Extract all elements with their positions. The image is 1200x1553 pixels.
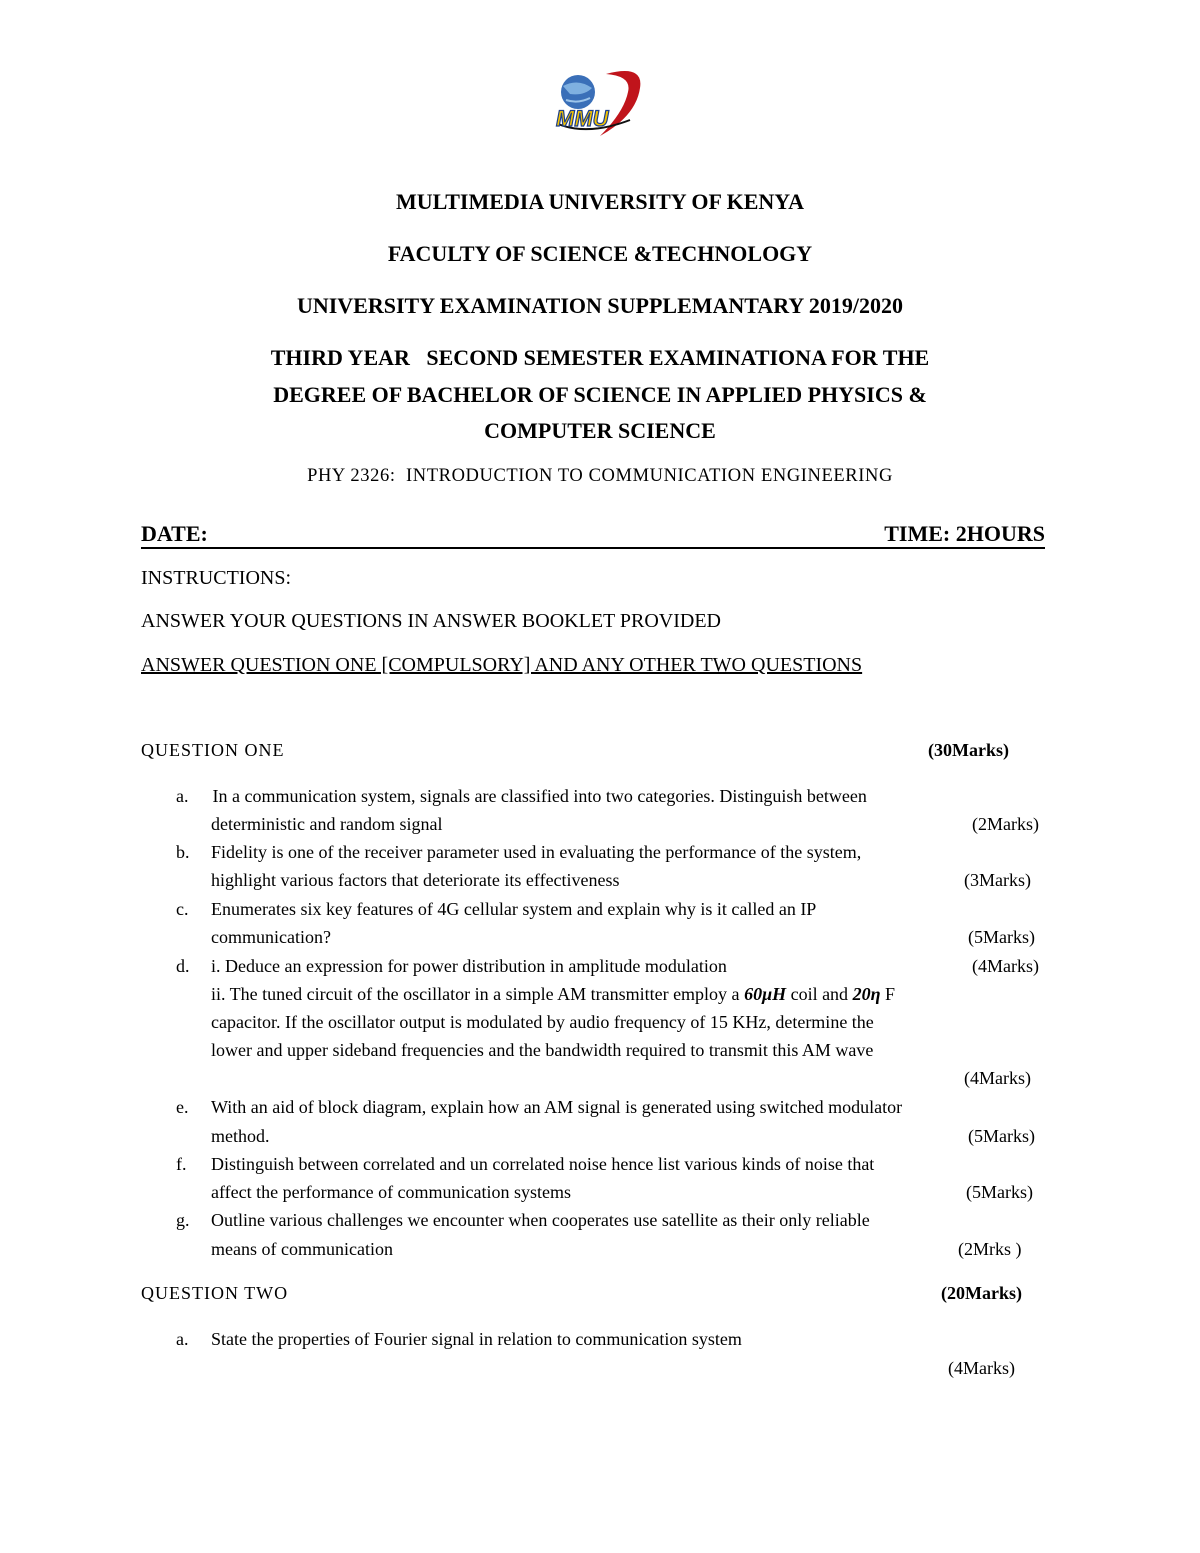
exam-title-line2: DEGREE OF BACHELOR OF SCIENCE IN APPLIED PHYSICS & — [273, 382, 927, 407]
q1-a-text-line1: In a communication system, signals are classified into two categories. Distinguish between — [208, 786, 867, 806]
q1-f-text-line1: Distinguish between correlated and un correlated noise hence list various kinds of noise that — [211, 1154, 875, 1174]
q1-d-text-line3: capacitor. If the oscillator output is modulated by audio frequency of 15 KHz, determine the — [211, 1012, 874, 1032]
q1-g-text-line2: means of communication — [211, 1239, 393, 1259]
q1-e-text-line2: method. — [211, 1126, 270, 1146]
q1-e-text-line1: With an aid of block diagram, explain how an AM signal is generated using switched modulator — [211, 1097, 903, 1117]
q1-c-text-line2: communication? — [211, 927, 331, 947]
university-logo — [548, 66, 652, 146]
instructions-line2: ANSWER QUESTION ONE [COMPULSORY] AND ANY OTHER TWO QUESTIONS — [141, 654, 863, 676]
instructions-line1: ANSWER YOUR QUESTIONS IN ANSWER BOOKLET PROVIDED — [141, 610, 721, 632]
q1-c-marks: (5Marks) — [968, 927, 1035, 947]
university-name: MULTIMEDIA UNIVERSITY OF KENYA — [395, 189, 805, 214]
q1-d-marks1: (4Marks) — [972, 956, 1039, 976]
question-one-title: QUESTION ONE — [141, 740, 285, 760]
q2-a-marks: (4Marks) — [948, 1358, 1015, 1378]
q1-d-text-line2b: coil and — [786, 984, 853, 1004]
svg-text:MMU: MMU — [556, 106, 609, 131]
q1-b-text-line1: Fidelity is one of the receiver parameter used in evaluating the performance of the system, — [211, 842, 862, 862]
q1-a-letter: a. — [176, 786, 189, 806]
q2-a-text-line1: State the properties of Fourier signal in relation to communication system — [211, 1329, 742, 1349]
mmu-logo-icon — [548, 66, 652, 146]
q2-a-letter: a. — [176, 1329, 189, 1349]
q1-d-letter: d. — [176, 956, 190, 976]
q1-d-text-line2 — [211, 980, 895, 1008]
faculty-name: FACULTY OF SCIENCE &TECHNOLOGY — [387, 241, 813, 266]
coil-value: 60μH — [744, 984, 787, 1004]
date-time-bar — [141, 521, 1045, 549]
q1-f-text-line2: affect the performance of communication systems — [211, 1182, 572, 1202]
q1-b-text-line2: highlight various factors that deteriorate its effectiveness — [211, 870, 620, 890]
q1-d-marks2: (4Marks) — [964, 1068, 1031, 1088]
exam-title-line3: COMPUTER SCIENCE — [484, 418, 716, 443]
course-title: PHY 2326: INTRODUCTION TO COMMUNICATION ENGINEERING — [307, 466, 893, 486]
q1-f-letter: f. — [176, 1154, 187, 1174]
logo-lettering — [556, 106, 610, 131]
instructions-heading: INSTRUCTIONS: — [141, 567, 292, 589]
q1-d-text-line1: i. Deduce an expression for power distribution in amplitude modulation — [211, 956, 727, 976]
question-two-marks: (20Marks) — [941, 1283, 1022, 1303]
q1-d-text-line4: lower and upper sideband frequencies and the bandwidth required to transmit this AM wave — [211, 1040, 874, 1060]
exam-title-line1: THIRD YEAR SECOND SEMESTER EXAMINATIONA FOR THE — [270, 345, 930, 370]
q1-g-marks: (2Mrks ) — [958, 1239, 1022, 1259]
q1-g-text-line1: Outline various challenges we encounter when cooperates use satellite as their only reliable — [211, 1210, 870, 1230]
time-label: TIME: 2HOURS — [884, 521, 1045, 546]
q1-b-marks: (3Marks) — [964, 870, 1031, 890]
q1-b-letter: b. — [176, 842, 190, 862]
q1-e-marks: (5Marks) — [968, 1126, 1035, 1146]
q1-c-text-line1: Enumerates six key features of 4G cellular system and explain why is it called an IP — [211, 899, 817, 919]
exam-name: UNIVERSITY EXAMINATION SUPPLEMANTARY 2019/2020 — [296, 293, 904, 318]
q1-d-text-line2a: ii. The tuned circuit of the oscillator in a simple AM transmitter employ a — [211, 984, 745, 1004]
q1-a-marks: (2Marks) — [972, 814, 1039, 834]
capacitor-value: 20η — [852, 984, 881, 1004]
q1-e-letter: e. — [176, 1097, 189, 1117]
q1-f-marks: (5Marks) — [966, 1182, 1033, 1202]
date-label: DATE: — [141, 521, 208, 546]
q1-g-letter: g. — [176, 1210, 190, 1230]
q1-c-letter: c. — [176, 899, 189, 919]
question-one-marks: (30Marks) — [928, 740, 1009, 760]
q1-d-text-line2c: F — [880, 984, 895, 1004]
q1-a-text-line2: deterministic and random signal — [211, 814, 443, 834]
question-two-title: QUESTION TWO — [141, 1283, 289, 1303]
